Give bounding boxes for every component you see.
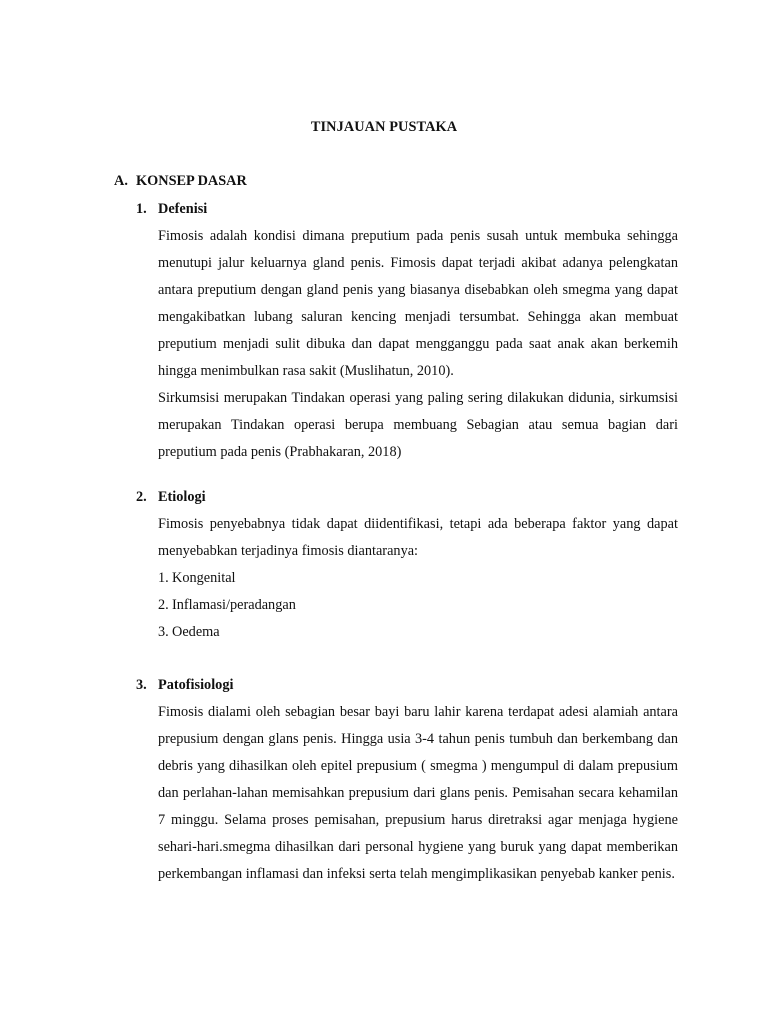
list-item bbox=[158, 619, 678, 646]
paragraph: Fimosis adalah kondisi dimana preputium pada penis susah untuk membuka sehingga menutupi jalur keluarnya gland penis. Fimosis dapat terjadi akibat adanya pelengkatan antara preputium dengan gland penis yang biasanya disebabkan oleh smegma yang dapat mengakibatkan lubang saluran kencing menjadi tersumbat. Sehingga akan membuat preputium menjadi sulit dibuka dan dapat mengganggu pada saat anak akan berkemih hingga menimbulkan rasa sakit (Muslihatun, 2010). bbox=[158, 228, 678, 379]
subsection-body bbox=[158, 223, 678, 466]
subsection-number: 3. bbox=[136, 677, 147, 693]
list-item-number: 1. bbox=[158, 570, 169, 586]
subsection-body bbox=[158, 511, 678, 646]
paragraph: Fimosis dialami oleh sebagian besar bayi baru lahir karena terdapat adesi alamiah antara prepusium dengan glans penis. Hingga usia 3-4 tahun penis tumbuh dan berkembang dan debris yang dihasilkan oleh epitel prepusium ( smegma ) mengumpul di dalam prepusium dan perlahan-lahan memisahkan prepusium dari glans penis. Pemisahan secara kehamilan 7 minggu. Selama proses pemisahan, prepusium harus diretraksi agar menjaga hygiene sehari-hari.smegma dihasilkan dari personal hygiene yang buruk yang dapat memberikan perkembangan inflamasi dan infeksi serta telah mengimplikasikan penyebab kanker penis. bbox=[158, 704, 678, 882]
subsection-defenisi bbox=[136, 196, 678, 466]
section-letter: A. bbox=[114, 173, 128, 189]
list-item-number: 3. bbox=[158, 624, 169, 640]
subsection-number: 2. bbox=[136, 489, 147, 505]
section-heading bbox=[114, 173, 247, 190]
subsection-etiologi bbox=[136, 484, 678, 646]
list-item bbox=[158, 565, 678, 592]
list-item-text: Inflamasi/peradangan bbox=[172, 597, 296, 613]
subsection-body bbox=[158, 699, 678, 888]
list-item-number: 2. bbox=[158, 597, 169, 613]
list-item-text: Kongenital bbox=[172, 570, 236, 586]
subsection-heading bbox=[136, 484, 678, 511]
page-title: TINJAUAN PUSTAKA bbox=[310, 119, 458, 135]
list-item bbox=[158, 592, 678, 619]
subsection-heading bbox=[136, 672, 678, 699]
subsection-heading bbox=[136, 196, 678, 223]
subsection-title: Etiologi bbox=[158, 489, 206, 505]
paragraph: Fimosis penyebabnya tidak dapat diidentifikasi, tetapi ada beberapa faktor yang dapat menyebabkan terjadinya fimosis diantaranya: bbox=[158, 516, 678, 559]
subsection-title: Defenisi bbox=[158, 201, 208, 217]
section-title: KONSEP DASAR bbox=[136, 173, 247, 189]
list-item-text: Oedema bbox=[172, 624, 220, 640]
paragraph: Sirkumsisi merupakan Tindakan operasi yang paling sering dilakukan didunia, sirkumsisi merupakan Tindakan operasi berupa membuang Sebagian atau semua bagian dari preputium pada penis (Prabhakaran, 2018) bbox=[158, 390, 678, 460]
subsection-title: Patofisiologi bbox=[158, 677, 234, 693]
subsection-patofisiologi bbox=[136, 672, 678, 888]
subsection-number: 1. bbox=[136, 201, 147, 217]
